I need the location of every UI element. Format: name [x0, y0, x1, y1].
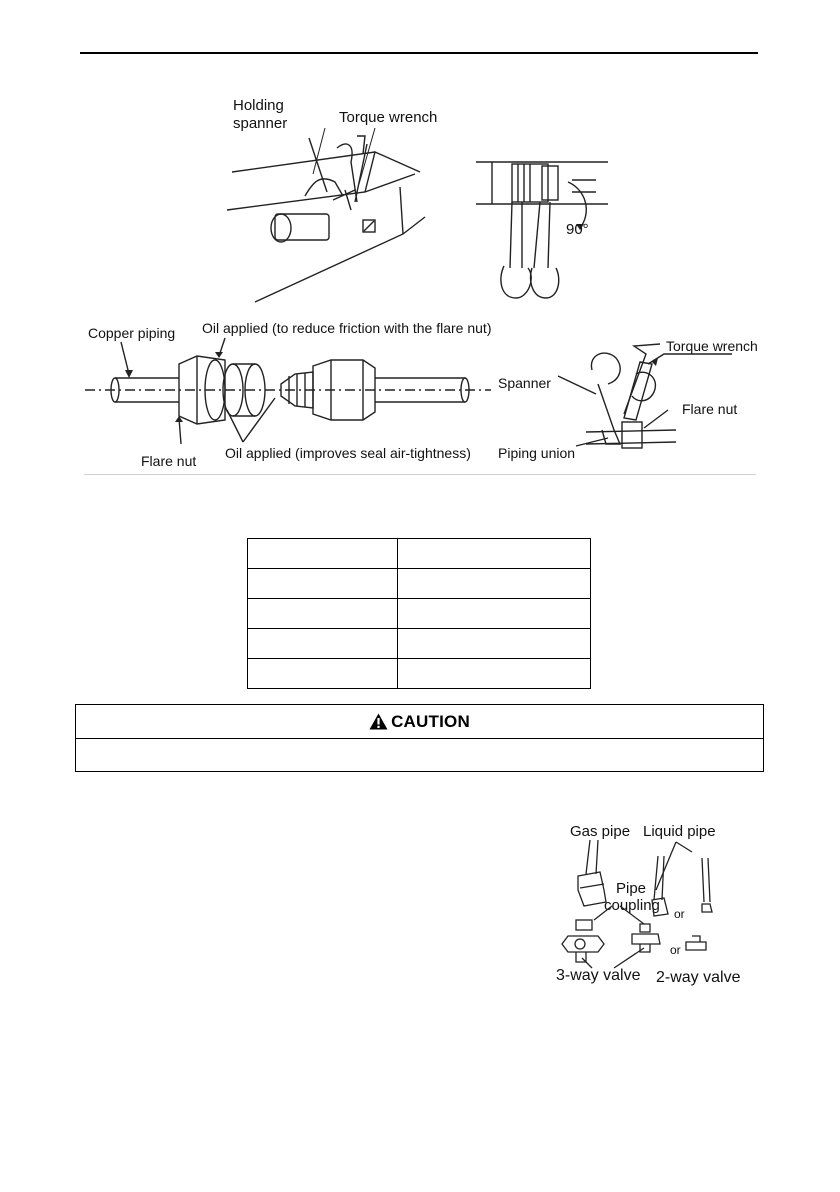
label-torque-wrench: Torque wrench: [339, 109, 438, 126]
table-cell: [398, 539, 591, 569]
table-cell: [248, 569, 398, 599]
label-piping-union: Piping union: [498, 445, 576, 461]
label-pipe-coupling-1: Pipe: [616, 880, 647, 897]
table-cell: [248, 539, 398, 569]
label-or-2: or: [670, 943, 681, 957]
table-row: [248, 629, 591, 659]
label-2-way-valve: 2-way valve: [656, 969, 741, 986]
caution-body: [86, 741, 753, 771]
torque-table: [247, 538, 591, 689]
label-oil-friction: Oil applied (to reduce friction with the flare nut): [202, 320, 492, 336]
table-cell: [248, 659, 398, 689]
label-90-degrees: 90°: [566, 221, 589, 238]
label-liquid-pipe: Liquid pipe: [643, 823, 716, 840]
label-holding-line1: Holding: [233, 97, 284, 114]
table-cell: [248, 599, 398, 629]
label-oil-seal: Oil applied (improves seal air-tightness): [225, 445, 471, 461]
label-or-1: or: [674, 907, 685, 921]
table-cell: [398, 599, 591, 629]
table-cell: [398, 569, 591, 599]
label-copper-piping: Copper piping: [88, 325, 176, 341]
figure-flare-oil: [85, 318, 495, 472]
figure-divider: [84, 474, 756, 475]
caution-title: CAUTION: [391, 711, 470, 731]
table-row: [248, 539, 591, 569]
figure-valves: [552, 818, 748, 986]
table-cell: [248, 629, 398, 659]
label-pipe-coupling-2: coupling: [604, 897, 660, 914]
figure-torque-union: [496, 334, 758, 464]
table-cell: [398, 629, 591, 659]
table-row: [248, 569, 591, 599]
label-3-way-valve: 3-way valve: [556, 967, 641, 984]
label-flare-nut-right: Flare nut: [682, 401, 738, 417]
header-rule: [80, 52, 758, 54]
label-torque-wrench-right: Torque wrench: [666, 338, 758, 354]
table-row: [248, 599, 591, 629]
warning-icon: [369, 713, 388, 730]
label-gas-pipe: Gas pipe: [570, 823, 631, 840]
figure-spanners-90: [476, 158, 616, 300]
caution-box: [75, 704, 764, 772]
table-cell: [398, 659, 591, 689]
label-flare-nut: Flare nut: [141, 453, 197, 469]
caution-header: [76, 705, 763, 739]
label-spanner: Spanner: [498, 375, 551, 391]
label-holding-line2: spanner: [233, 115, 288, 132]
table-row: [248, 659, 591, 689]
figure-holding-spanner: [225, 92, 465, 304]
